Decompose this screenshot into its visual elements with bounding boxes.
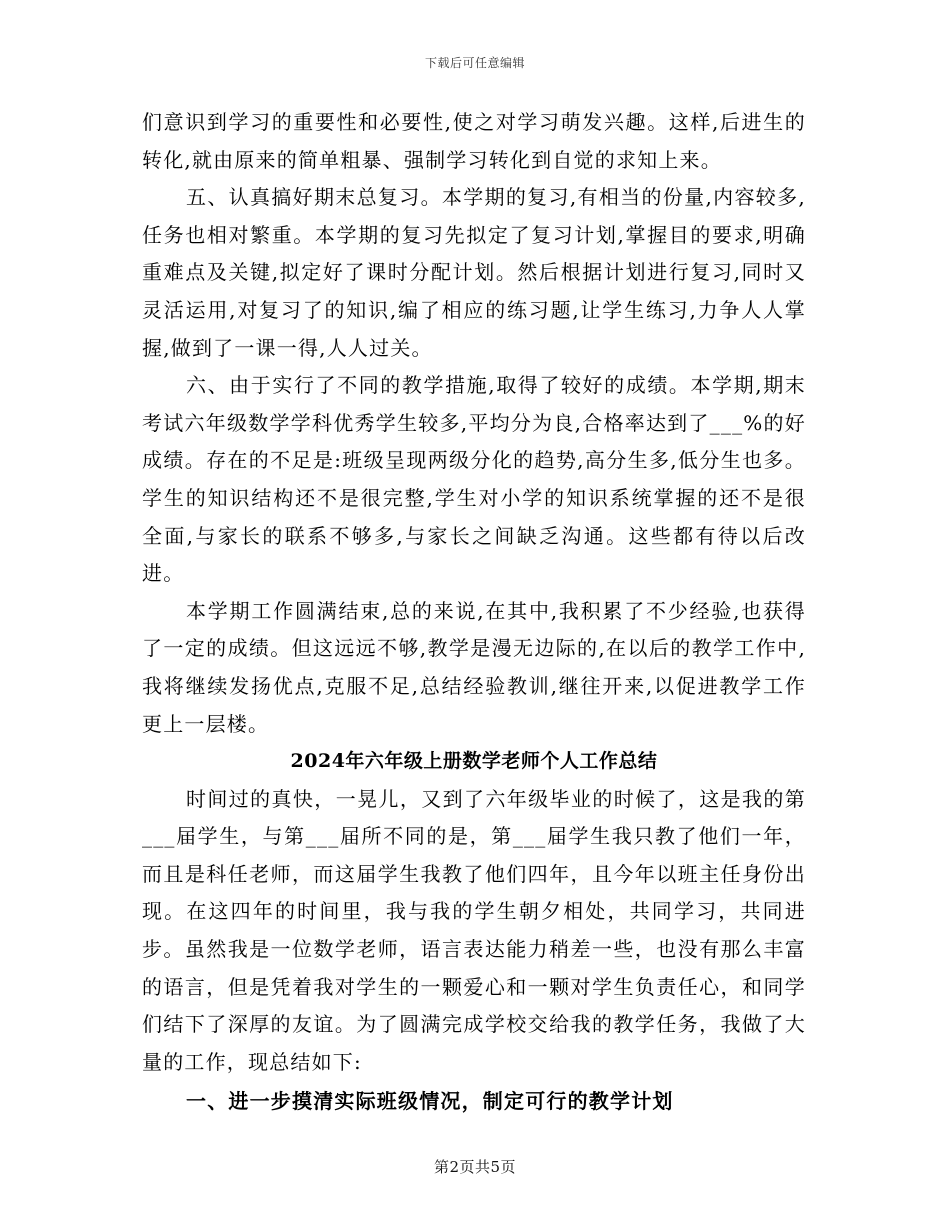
paragraph-intro: 时间过的真快，一晃儿，又到了六年级毕业的时候了，这是我的第___届学生，与第___届所不同的是，第___届学生我只教了他们一年，而且是科任老师，而这届学生我教了他们四年，且今年以班主任身份出现。在这四年的时间里，我与我的学生朝夕相处，共同学习，共同进步。虽然我是一位数学老师，语言表达能力稍差一些，也没有那么丰富的语言，但是凭着我对学生的一颗爱心和一颗对学生负责任心，和同学们结下了深厚的友谊。为了圆满完成学校交给我的教学任务，我做了大量的工作，现总结如下: [142,786,806,1074]
paragraph-results: 六、由于实行了不同的教学措施,取得了较好的成绩。本学期,期末考试六年级数学学科优秀学生较多,平均分为良,合格率达到了___%的好成绩。存在的不足是:班级呈现两级分化的趋势,高分生多,低分生也多。学生的知识结构还不是很完整,学生对小学的知识系统掌握的还不是很全面,与家长的联系不够多,与家长之间缺乏沟通。这些都有待以后改进。 [142,373,806,586]
section-title: 2024年六年级上册数学老师个人工作总结 [290,750,658,773]
paragraph-conclusion: 本学期工作圆满结束,总的来说,在其中,我积累了不少经验,也获得了一定的成绩。但这远远不够,教学是漫无边际的,在以后的教学工作中,我将继续发扬优点,克服不足,总结经验教训,继往开来,以促进教学工作更上一层楼。 [142,598,806,736]
section-heading-1: 一、进一步摸清实际班级情况，制定可行的教学计划 [186,1089,674,1114]
paragraph-final-review: 五、认真搞好期末总复习。本学期的复习,有相当的份量,内容较多,任务也相对繁重。本学期的复习先拟定了复习计划,掌握目的要求,明确重难点及关键,拟定好了课时分配计划。然后根据计划进行复习,同时又灵活运用,对复习了的知识,编了相应的练习题,让学生练习,力争人人掌握,做到了一课一得,人人过关。 [142,185,806,360]
page-header: 下载后可任意编辑 [424,56,525,70]
paragraph-continued: 们意识到学习的重要性和必要性,使之对学习萌发兴趣。这样,后进生的转化,就由原来的简单粗暴、强制学习转化到自觉的求知上来。 [142,110,806,172]
document-body [142,104,806,1121]
page-footer: 第2页共5页 [433,1158,517,1176]
